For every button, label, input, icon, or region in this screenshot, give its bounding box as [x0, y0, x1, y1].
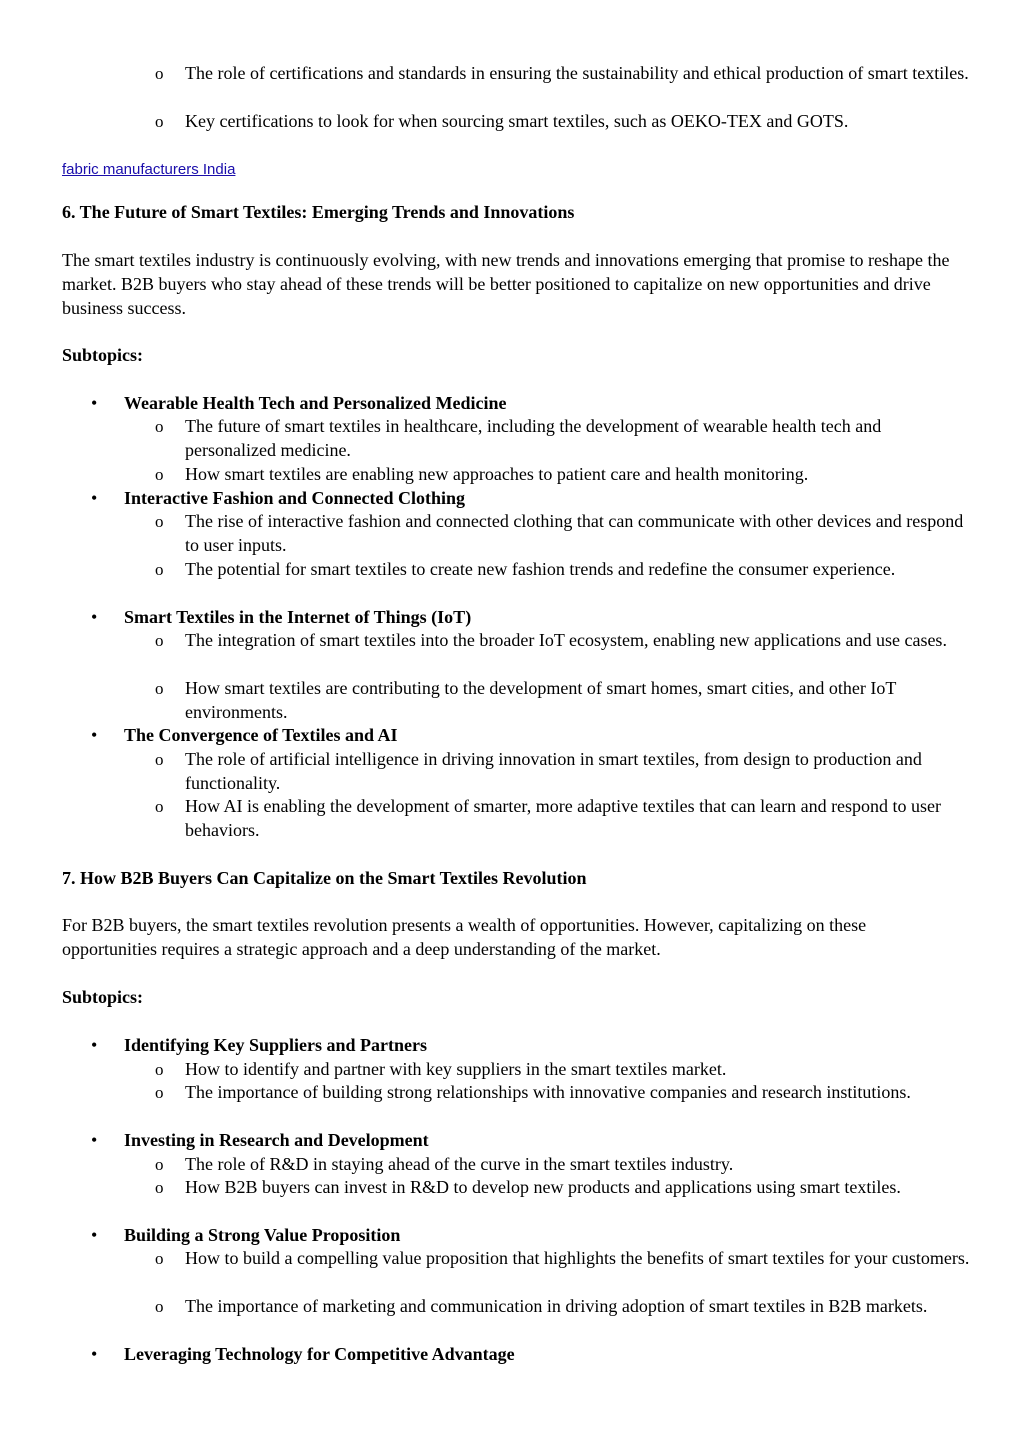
sub-bullet-marker: o	[155, 1155, 164, 1174]
list-subitem	[155, 510, 975, 558]
subitem-text: The role of R&D in staying ahead of the curve in the smart textiles industry.	[185, 1154, 734, 1174]
item-title: The Convergence of Textiles and AI	[124, 725, 398, 745]
sub-bullet-marker: o	[155, 417, 164, 436]
bullet-marker: •	[91, 1130, 98, 1150]
list-subitem	[155, 629, 975, 653]
bullet-marker: •	[91, 1225, 98, 1245]
list-subitem	[155, 748, 975, 796]
subitem-text: How AI is enabling the development of smarter, more adaptive textiles that can learn and respond to user behaviors.	[185, 796, 942, 840]
item-title: Wearable Health Tech and Personalized Medicine	[124, 393, 507, 413]
list-item	[91, 724, 964, 748]
sub-bullet-marker: o	[155, 1083, 164, 1102]
subitem-text: The role of certifications and standards in ensuring the sustainability and ethical production of smart textiles.	[185, 63, 969, 83]
section-6-heading: 6. The Future of Smart Textiles: Emerging Trends and Innovations	[62, 202, 575, 222]
sub-bullet-marker: o	[155, 1178, 164, 1197]
subitem-text: The integration of smart textiles into the broader IoT ecosystem, enabling new applications and use cases.	[185, 630, 947, 650]
fabric-manufacturers-link[interactable]: fabric manufacturers India	[62, 161, 236, 178]
sub-bullet-marker: o	[155, 560, 164, 579]
sub-bullet-marker: o	[155, 465, 164, 484]
bullet-marker: •	[91, 1344, 98, 1364]
section-7-heading: 7. How B2B Buyers Can Capitalize on the Smart Textiles Revolution	[62, 868, 587, 888]
item-title: Identifying Key Suppliers and Partners	[124, 1035, 428, 1055]
list-item	[91, 392, 964, 416]
list-item	[91, 606, 964, 630]
list-item	[91, 1224, 964, 1248]
list-subitem	[155, 795, 975, 843]
list-subitem	[155, 1176, 975, 1200]
list-subitem	[155, 1058, 975, 1082]
item-title: Leveraging Technology for Competitive Advantage	[124, 1344, 515, 1364]
subitem-text: How to build a compelling value proposition that highlights the benefits of smart textiles for your customers.	[185, 1248, 970, 1268]
subitem-text: The rise of interactive fashion and connected clothing that can communicate with other devices and respond to user inputs.	[185, 511, 964, 555]
sub-bullet-marker: o	[155, 112, 164, 131]
bullet-marker: •	[91, 607, 98, 627]
list-item	[91, 1343, 964, 1367]
item-title: Smart Textiles in the Internet of Things (IoT)	[124, 607, 472, 627]
sub-bullet-marker: o	[155, 750, 164, 769]
list-subitem	[155, 415, 975, 463]
list-subitem	[155, 1295, 975, 1319]
list-subitem	[155, 62, 975, 86]
subitem-text: How B2B buyers can invest in R&D to develop new products and applications using smart textiles.	[185, 1177, 901, 1197]
section-7-subtopics-label: Subtopics:	[62, 987, 144, 1007]
list-subitem	[155, 558, 975, 582]
subitem-text: How smart textiles are enabling new approaches to patient care and health monitoring.	[185, 464, 809, 484]
sub-bullet-marker: o	[155, 512, 164, 531]
list-item	[91, 1034, 964, 1058]
subitem-text: Key certifications to look for when sourcing smart textiles, such as OEKO-TEX and GOTS.	[185, 111, 849, 131]
item-title: Investing in Research and Development	[124, 1130, 429, 1150]
item-title: Interactive Fashion and Connected Clothing	[124, 488, 466, 508]
subitem-text: The potential for smart textiles to create new fashion trends and redefine the consumer experience.	[185, 559, 896, 579]
list-subitem	[155, 1153, 975, 1177]
bullet-marker: •	[91, 1035, 98, 1055]
item-title: Building a Strong Value Proposition	[124, 1225, 401, 1245]
list-subitem	[155, 110, 975, 134]
sub-bullet-marker: o	[155, 1060, 164, 1079]
sub-bullet-marker: o	[155, 64, 164, 83]
subitem-text: The role of artificial intelligence in driving innovation in smart textiles, from design to production and functionality.	[185, 749, 922, 793]
sub-bullet-marker: o	[155, 797, 164, 816]
bullet-marker: •	[91, 488, 98, 508]
sub-bullet-marker: o	[155, 1249, 164, 1268]
section-6-paragraph: The smart textiles industry is continuously evolving, with new trends and innovations emerging that promise to reshape the market. B2B buyers who stay ahead of these trends will be better positioned to capitalize on new opportunities and drive business success.	[62, 250, 950, 318]
section-6-subtopics-label: Subtopics:	[62, 345, 144, 365]
list-item	[91, 1129, 964, 1153]
subitem-text: The importance of marketing and communication in driving adoption of smart textiles in B2B markets.	[185, 1296, 928, 1316]
subitem-text: How to identify and partner with key suppliers in the smart textiles market.	[185, 1059, 727, 1079]
bullet-marker: •	[91, 725, 98, 745]
list-subitem	[155, 463, 975, 487]
sub-bullet-marker: o	[155, 631, 164, 650]
subitem-text: How smart textiles are contributing to the development of smart homes, smart cities, and other IoT environments.	[185, 678, 896, 722]
list-item	[91, 487, 964, 511]
subitem-text: The future of smart textiles in healthcare, including the development of wearable health tech and personalized medicine.	[185, 416, 882, 460]
list-subitem	[155, 1247, 975, 1271]
subitem-text: The importance of building strong relationships with innovative companies and research institutions.	[185, 1082, 911, 1102]
sub-bullet-marker: o	[155, 1297, 164, 1316]
section-7-paragraph: For B2B buyers, the smart textiles revolution presents a wealth of opportunities. However, capitalizing on these opportunities requires a strategic approach and a deep understanding of the market.	[62, 915, 867, 959]
bullet-marker: •	[91, 393, 98, 413]
sub-bullet-marker: o	[155, 679, 164, 698]
list-subitem	[155, 677, 975, 725]
list-subitem	[155, 1081, 975, 1105]
